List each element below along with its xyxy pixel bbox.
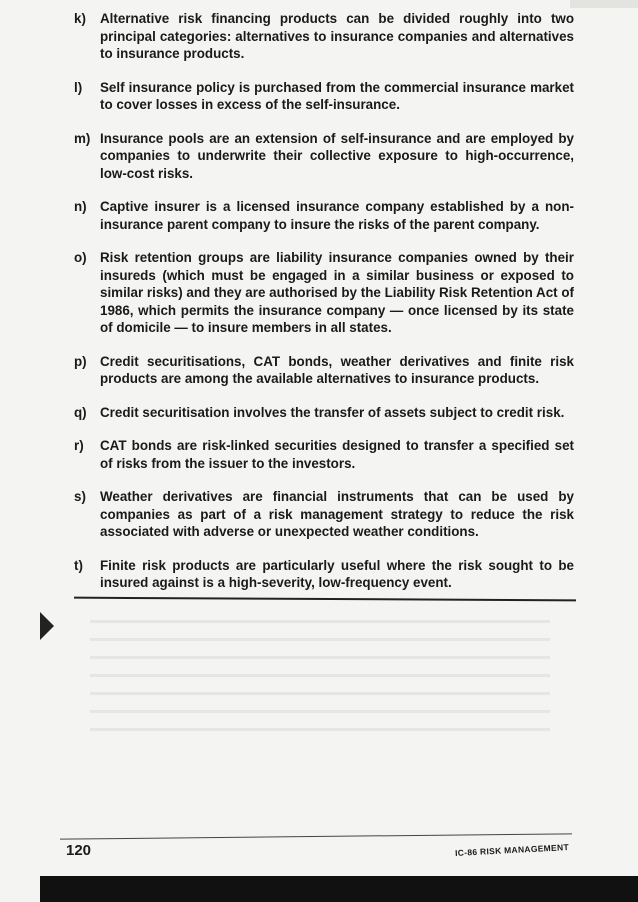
item-marker: s)	[74, 489, 86, 504]
summary-list	[74, 10, 574, 608]
item-marker: m)	[74, 130, 91, 146]
list-item	[74, 10, 574, 63]
list-item	[74, 557, 574, 592]
item-text: Credit securitisation involves the transfer of assets subject to credit risk.	[100, 404, 565, 420]
item-marker: k)	[74, 11, 86, 26]
list-item	[74, 249, 574, 337]
list-item	[74, 198, 574, 233]
item-marker: n)	[74, 199, 87, 214]
item-marker: r)	[74, 438, 84, 453]
item-text: Finite risk products are particularly useful where the risk sought to be insured against is a high-severity, low-frequency event.	[100, 557, 574, 590]
item-text: Risk retention groups are liability insurance companies owned by their insureds (which must be engaged in a similar business or exposed to similar risks) and they are authorised by the Liability Risk Retention Act of 1986, which permits the insurance company — once licensed by its state of domicile — to insure members in all states.	[100, 250, 574, 335]
item-marker: p)	[74, 353, 87, 369]
item-text: Credit securitisations, CAT bonds, weather derivatives and finite risk products are among the available alternatives to insurance products.	[100, 353, 574, 386]
item-marker: t)	[74, 557, 83, 573]
item-text: Weather derivatives are financial instruments that can be used by companies as part of a risk management strategy to reduce the risk associated with adverse or unexpected weather conditions.	[100, 489, 574, 539]
item-marker: o)	[74, 250, 87, 265]
bleed-through-shadow	[90, 620, 550, 740]
list-item	[74, 79, 574, 114]
list-item	[74, 437, 574, 472]
page-corner	[570, 0, 638, 8]
scan-edge-shadow	[40, 876, 638, 902]
item-marker: q)	[74, 404, 87, 420]
item-text: Self insurance policy is purchased from the commercial insurance market to cover losses in excess of the self-insurance.	[100, 79, 574, 112]
item-marker: l)	[74, 79, 83, 95]
footer-rule	[60, 833, 572, 839]
margin-tab-marker	[40, 612, 54, 640]
item-text: CAT bonds are risk-linked securities designed to transfer a specified set of risks from the issuer to the investors.	[100, 438, 574, 471]
list-item	[74, 404, 574, 422]
item-text: Insurance pools are an extension of self-insurance and are employed by companies to underwrite their collective exposure to high-occurrence, low-cost risks.	[100, 130, 574, 181]
item-text: Alternative risk financing products can be divided roughly into two principal categories: alternatives to insurance companies and alternatives to insurance products.	[100, 11, 574, 61]
item-text: Captive insurer is a licensed insurance company established by a non-insurance parent company to insure the risks of the parent company.	[100, 199, 574, 232]
list-item	[74, 353, 574, 388]
running-footer-title: IC-86 RISK MANAGEMENT	[454, 842, 570, 858]
page-number: 120	[66, 842, 92, 859]
list-item	[74, 488, 574, 541]
list-item	[74, 130, 574, 183]
